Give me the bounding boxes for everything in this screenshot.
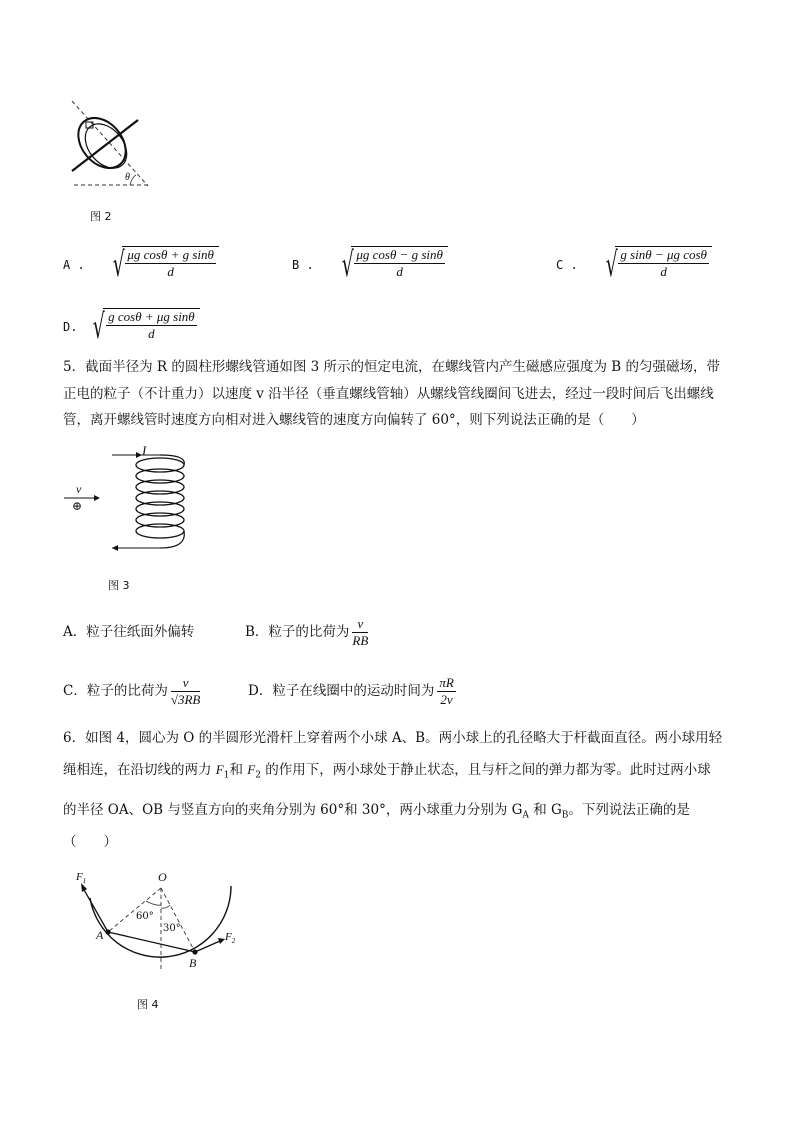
figure-4-caption: 图 4 [137, 998, 159, 1011]
velocity-label: v [76, 482, 82, 496]
q6-line-3c: 。下列说法正确的是 [568, 802, 690, 818]
q6-line-4: （ ） [63, 834, 117, 850]
label-f1 [76, 871, 86, 885]
f2-symbol: F [247, 762, 256, 777]
q6-line-3 [63, 800, 690, 826]
q5-line-1: 5．截面半径为 R 的圆柱形螺线管通如图 3 所示的恒定电流，在螺线管内产生磁感应强度为 B 的匀强磁场，带 [63, 359, 721, 375]
option-c-text: C．粒子的比荷为 [63, 683, 168, 699]
q6-line-2a: 绳相连，在沿切线的两力 [63, 762, 216, 778]
option-c-numerator: g sinθ − μg cosθ [620, 247, 707, 262]
ga-subscript: A [522, 810, 529, 821]
option-c-label: C . [556, 258, 578, 272]
q5-line-3: 管，离开螺线管时速度方向相对进入螺线管的速度方向偏转了 60°，则下列说法正确的是（ ） [63, 412, 645, 428]
figure-4 [70, 868, 250, 980]
label-f1-symbol: F [76, 871, 83, 883]
q6-line-3b: 和 G [528, 802, 562, 818]
figure-2-drawing [60, 98, 170, 198]
label-a: A [96, 928, 104, 942]
angle-30-label: 30° [163, 923, 181, 934]
label-o: O [158, 870, 167, 884]
positive-charge-icon: ⊕ [72, 499, 83, 513]
option-b-text: B．粒子的比荷为 [245, 624, 350, 640]
option-a-label: A . [63, 258, 85, 272]
q6-line-2 [63, 760, 711, 786]
option-b-label: B . [292, 258, 314, 272]
q6-line-2b: 和 [229, 762, 248, 778]
option-d-num: πR [439, 674, 454, 690]
option-c-num: v [171, 675, 201, 692]
option-d-text: D．粒子在线圈中的运动时间为 [248, 683, 435, 699]
label-f2-sub: 2 [231, 937, 236, 946]
q6-line-1: 6．如图 4，圆心为 O 的半圆形光滑杆上穿着两个小球 A、B。两小球上的孔径略大于杆截面直径。两小球用轻 [63, 730, 723, 746]
option-a-numerator: μg cosθ + g sinθ [127, 247, 214, 262]
figure-3-drawing [62, 443, 202, 558]
option-b-num: v [352, 616, 368, 633]
q4-option-d[interactable]: D. √ $\frac{\text{g cosθ + μg sinθ}}{d}$ [63, 307, 200, 347]
q6-line-2c: 的作用下，两小球处于静止状态，且与杆之间的弹力都为零。此时过两小球 [260, 762, 711, 778]
option-b-numerator: μg cosθ − g sinθ [356, 247, 443, 262]
option-c-denominator: d [660, 264, 667, 279]
figure-3 [62, 443, 202, 558]
f1-subscript: 1 [223, 770, 230, 781]
q5-option-b[interactable] [245, 612, 368, 652]
gb-subscript: B [561, 810, 569, 821]
q4-option-a[interactable]: A . √ $\frac{\text{μg cosθ + g sinθ}}{d}$ [63, 245, 219, 285]
q4-option-c[interactable]: C . √ $\frac{\text{g sinθ − μg cosθ}}{d}$ [556, 245, 712, 285]
option-b-den: RB [352, 632, 369, 648]
f1-symbol: F [215, 762, 224, 777]
figure-2 [60, 98, 170, 198]
q6-line-3a: 的半径 OA、OB 与竖直方向的夹角分别为 60°和 30°，两小球重力分别为 G [63, 802, 523, 818]
label-f2 [225, 931, 235, 945]
current-label: I [142, 443, 147, 458]
q5-line-2: 正电的粒子（不计重力）以速度 v 沿半径（垂直螺线管轴）从螺线管线圈间飞进去，经过一段时间后飞出螺线 [63, 386, 714, 402]
q5-option-d[interactable] [248, 671, 456, 711]
option-b-denominator: d [396, 264, 403, 279]
option-d-denominator: d [148, 326, 155, 341]
q4-option-b[interactable]: B . √ $\frac{\text{μg cosθ − g sinθ}}{d}$ [292, 245, 448, 285]
q5-option-c[interactable] [63, 671, 200, 711]
label-f1-sub: 1 [82, 877, 87, 886]
label-b: B [189, 956, 197, 970]
f2-subscript: 2 [255, 770, 261, 781]
figure-3-caption: 图 3 [108, 579, 130, 592]
option-d-label: D. [63, 320, 78, 334]
angle-60-label: 60° [136, 911, 154, 922]
label-f2-symbol: F [225, 931, 232, 943]
figure-2-caption: 图 2 [90, 210, 112, 223]
option-d-den: 2v [440, 691, 453, 707]
option-a-denominator: d [167, 264, 174, 279]
option-d-numerator: g cosθ + μg sinθ [108, 309, 195, 324]
theta-label: θ [125, 172, 130, 183]
q5-option-a[interactable]: A．粒子往纸面外偏转 [63, 624, 195, 640]
option-c-den: √3RB [170, 691, 201, 707]
